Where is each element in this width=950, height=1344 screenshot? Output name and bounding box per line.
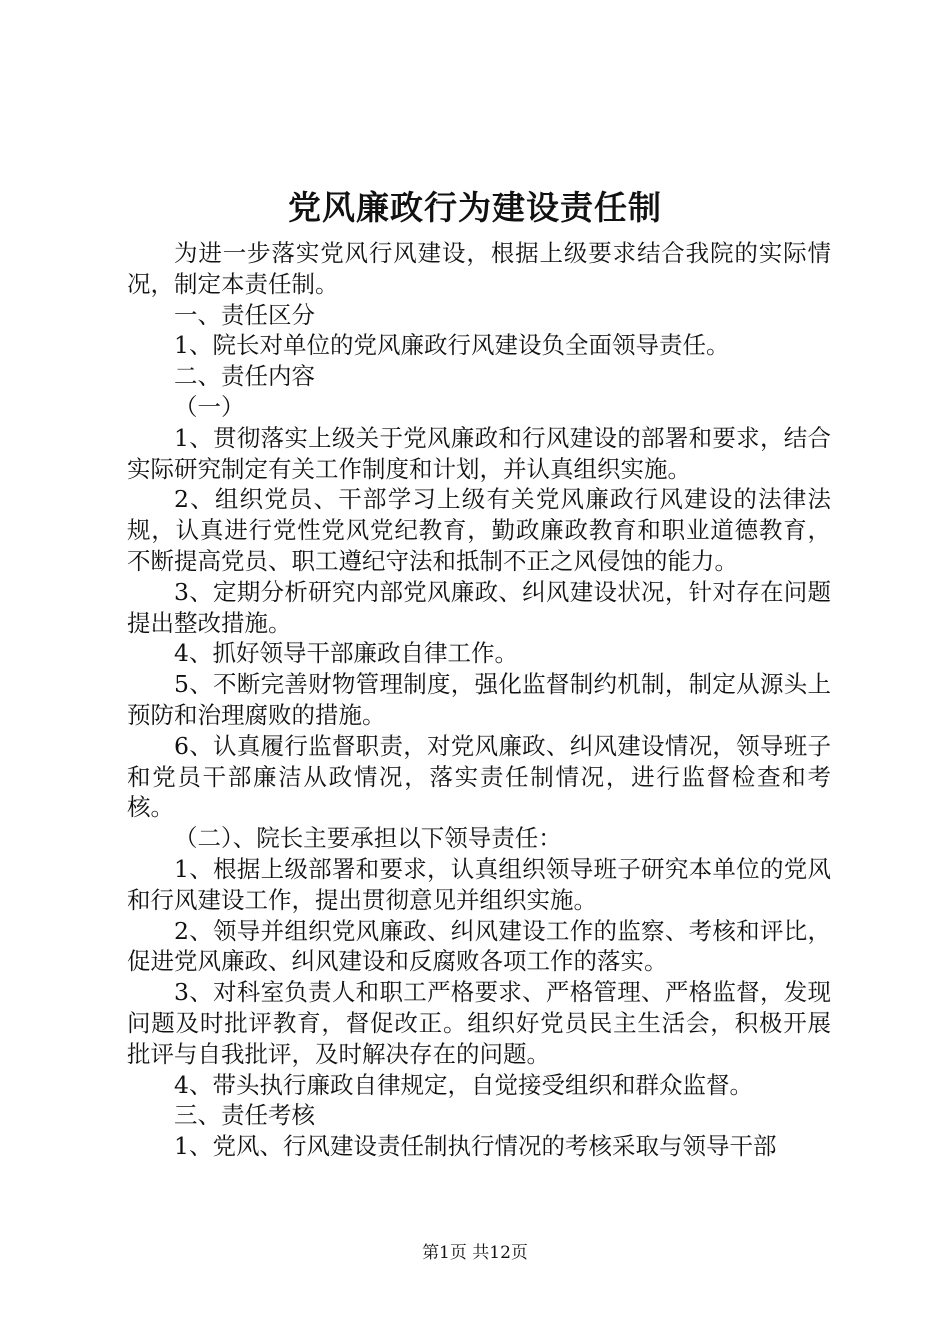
paragraph: 1、院长对单位的党风廉政行风建设负全面领导责任。 <box>174 331 730 360</box>
paragraph: 5、不断完善财物管理制度，强化监督制约机制，制定从源头上预防和治理腐败的措施。 <box>127 670 831 729</box>
paragraph: 6、认真履行监督职责，对党风廉政、纠风建设情况，领导班子和党员干部廉洁从政情况，落实责任制情况，进行监督检查和考核。 <box>127 731 831 822</box>
section-heading: 三、责任考核 <box>174 1101 315 1130</box>
paragraph: 为进一步落实党风行风建设，根据上级要求结合我院的实际情况，制定本责任制。 <box>127 239 831 298</box>
paragraph: 1、党风、行风建设责任制执行情况的考核采取与领导干部 <box>174 1132 777 1161</box>
paragraph: 3、对科室负责人和职工严格要求、严格管理、严格监督，发现问题及时批评教育，督促改正。组织好党员民主生活会，积极开展批评与自我批评，及时解决存在的问题。 <box>127 978 831 1068</box>
section-heading: 二、责任内容 <box>174 362 315 391</box>
paragraph: 4、抓好领导干部廉政自律工作。 <box>174 639 518 668</box>
paragraph: 1、贯彻落实上级关于党风廉政和行风建设的部署和要求，结合实际研究制定有关工作制度和计划，并认真组织实施。 <box>127 423 831 483</box>
subsection-heading: （二）、院长主要承担以下领导责任： <box>174 824 562 853</box>
paragraph: 1、根据上级部署和要求，认真组织领导班子研究本单位的党风和行风建设工作，提出贯彻意见并组织实施。 <box>127 854 831 914</box>
document-body <box>127 238 831 1162</box>
paragraph: 2、领导并组织党风廉政、纠风建设工作的监察、考核和评比，促进党风廉政、纠风建设和反腐败各项工作的落实。 <box>127 916 831 976</box>
subsection-heading: （一） <box>174 392 245 421</box>
paragraph: 4、带头执行廉政自律规定，自觉接受组织和群众监督。 <box>174 1070 753 1099</box>
paragraph: 2、组织党员、干部学习上级有关党风廉政行风建设的法律法规，认真进行党性党风党纪教育，勤政廉政教育和职业道德教育，不断提高党员、职工遵纪守法和抵制不正之风侵蚀的能力。 <box>127 485 831 575</box>
document-title: 党风廉政行为建设责任制 <box>288 188 662 227</box>
paragraph: 3、定期分析研究内部党风廉政、纠风建设状况，针对存在问题提出整改措施。 <box>127 577 831 637</box>
section-heading: 一、责任区分 <box>174 300 315 329</box>
page-number-footer: 第1页 共12页 <box>422 1243 528 1263</box>
